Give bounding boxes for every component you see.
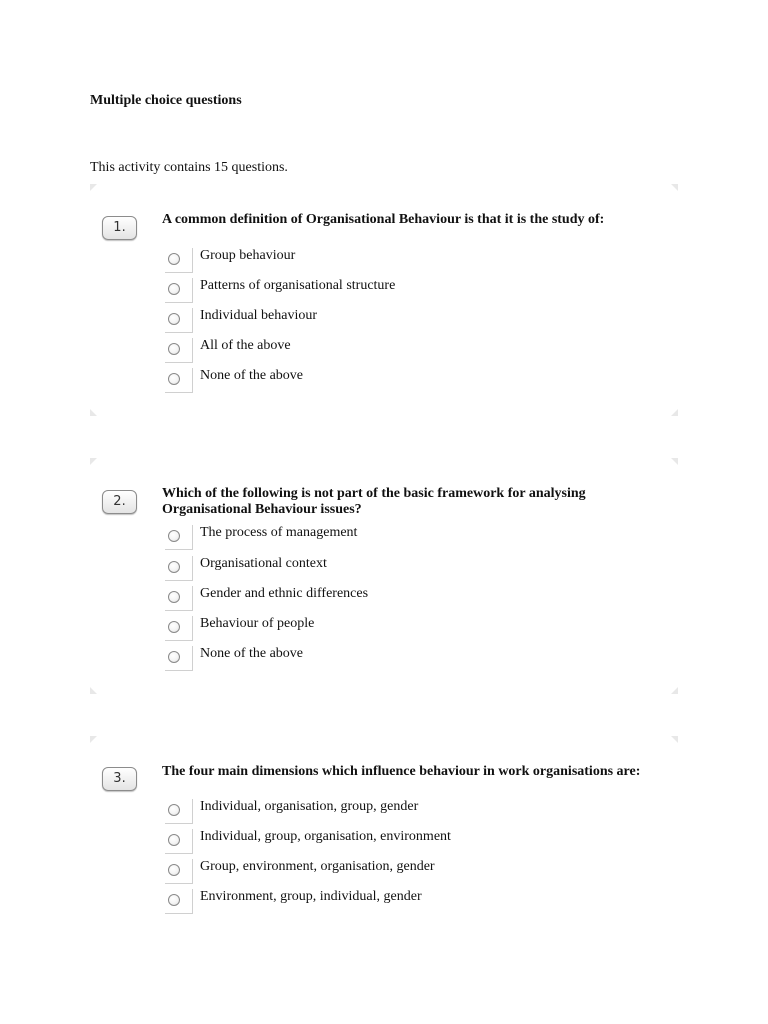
radio-button[interactable] (168, 894, 180, 906)
corner-mark (671, 184, 678, 191)
radio-button[interactable] (168, 804, 180, 816)
answer-option[interactable] (165, 368, 635, 398)
option-label[interactable]: None of the above (200, 368, 304, 383)
question-number-badge: 3. (102, 767, 137, 791)
corner-mark (90, 736, 97, 743)
option-label[interactable]: Gender and ethnic differences (200, 586, 369, 601)
answer-option[interactable] (165, 248, 635, 278)
radio-cell (165, 646, 193, 671)
question-number-badge: 1. (102, 216, 137, 240)
option-label[interactable]: Group, environment, organisation, gender (200, 859, 435, 874)
option-label[interactable]: Individual, organisation, group, gender (200, 799, 419, 814)
corner-mark (90, 458, 97, 465)
option-label[interactable]: Individual, group, organisation, environment (200, 829, 451, 844)
corner-mark (671, 687, 678, 694)
answer-option[interactable] (165, 616, 635, 646)
radio-button[interactable] (168, 591, 180, 603)
question-number-badge: 2. (102, 490, 137, 514)
question-3 (90, 736, 678, 966)
answer-option[interactable] (165, 829, 635, 859)
option-label[interactable]: Individual behaviour (200, 308, 318, 323)
answer-option[interactable] (165, 308, 635, 338)
answer-option[interactable] (165, 889, 635, 919)
radio-button[interactable] (168, 313, 180, 325)
option-label[interactable]: None of the above (200, 646, 304, 661)
radio-button[interactable] (168, 530, 180, 542)
corner-mark (90, 687, 97, 694)
radio-button[interactable] (168, 561, 180, 573)
radio-cell (165, 278, 193, 303)
answer-option[interactable] (165, 586, 635, 616)
option-label[interactable]: Behaviour of people (200, 616, 315, 631)
radio-cell (165, 616, 193, 641)
radio-cell (165, 308, 193, 333)
page-title: Multiple choice questions (90, 93, 242, 108)
radio-button[interactable] (168, 343, 180, 355)
radio-cell (165, 586, 193, 611)
answer-option[interactable] (165, 646, 635, 676)
radio-cell (165, 889, 193, 914)
radio-cell (165, 859, 193, 884)
radio-button[interactable] (168, 253, 180, 265)
answer-option[interactable] (165, 556, 635, 586)
option-label[interactable]: All of the above (200, 338, 291, 353)
option-label[interactable]: Organisational context (200, 556, 327, 571)
option-label[interactable]: Group behaviour (200, 248, 296, 263)
corner-mark (671, 458, 678, 465)
radio-cell (165, 368, 193, 393)
corner-mark (90, 409, 97, 416)
question-2 (90, 458, 678, 694)
radio-button[interactable] (168, 621, 180, 633)
radio-button[interactable] (168, 834, 180, 846)
radio-cell (165, 829, 193, 854)
radio-button[interactable] (168, 283, 180, 295)
question-text: A common definition of Organisational Behaviour is that it is the study of: (162, 212, 605, 227)
radio-cell (165, 799, 193, 824)
activity-intro: This activity contains 15 questions. (90, 160, 288, 175)
answer-option[interactable] (165, 525, 635, 555)
answer-option[interactable] (165, 338, 635, 368)
radio-cell (165, 556, 193, 581)
radio-cell (165, 525, 193, 550)
radio-button[interactable] (168, 864, 180, 876)
radio-cell (165, 248, 193, 273)
question-1 (90, 184, 678, 416)
answer-option[interactable] (165, 278, 635, 308)
answer-option[interactable] (165, 799, 635, 829)
option-label[interactable]: Patterns of organisational structure (200, 278, 396, 293)
corner-mark (90, 184, 97, 191)
question-text: The four main dimensions which influence behaviour in work organisations are: (162, 764, 641, 779)
radio-cell (165, 338, 193, 363)
answer-option[interactable] (165, 859, 635, 889)
option-label[interactable]: The process of management (200, 525, 358, 540)
corner-mark (671, 736, 678, 743)
radio-button[interactable] (168, 651, 180, 663)
question-text: Which of the following is not part of the basic framework for analysing Organisational Behaviour issues? (162, 486, 586, 517)
radio-button[interactable] (168, 373, 180, 385)
corner-mark (671, 409, 678, 416)
option-label[interactable]: Environment, group, individual, gender (200, 889, 422, 904)
